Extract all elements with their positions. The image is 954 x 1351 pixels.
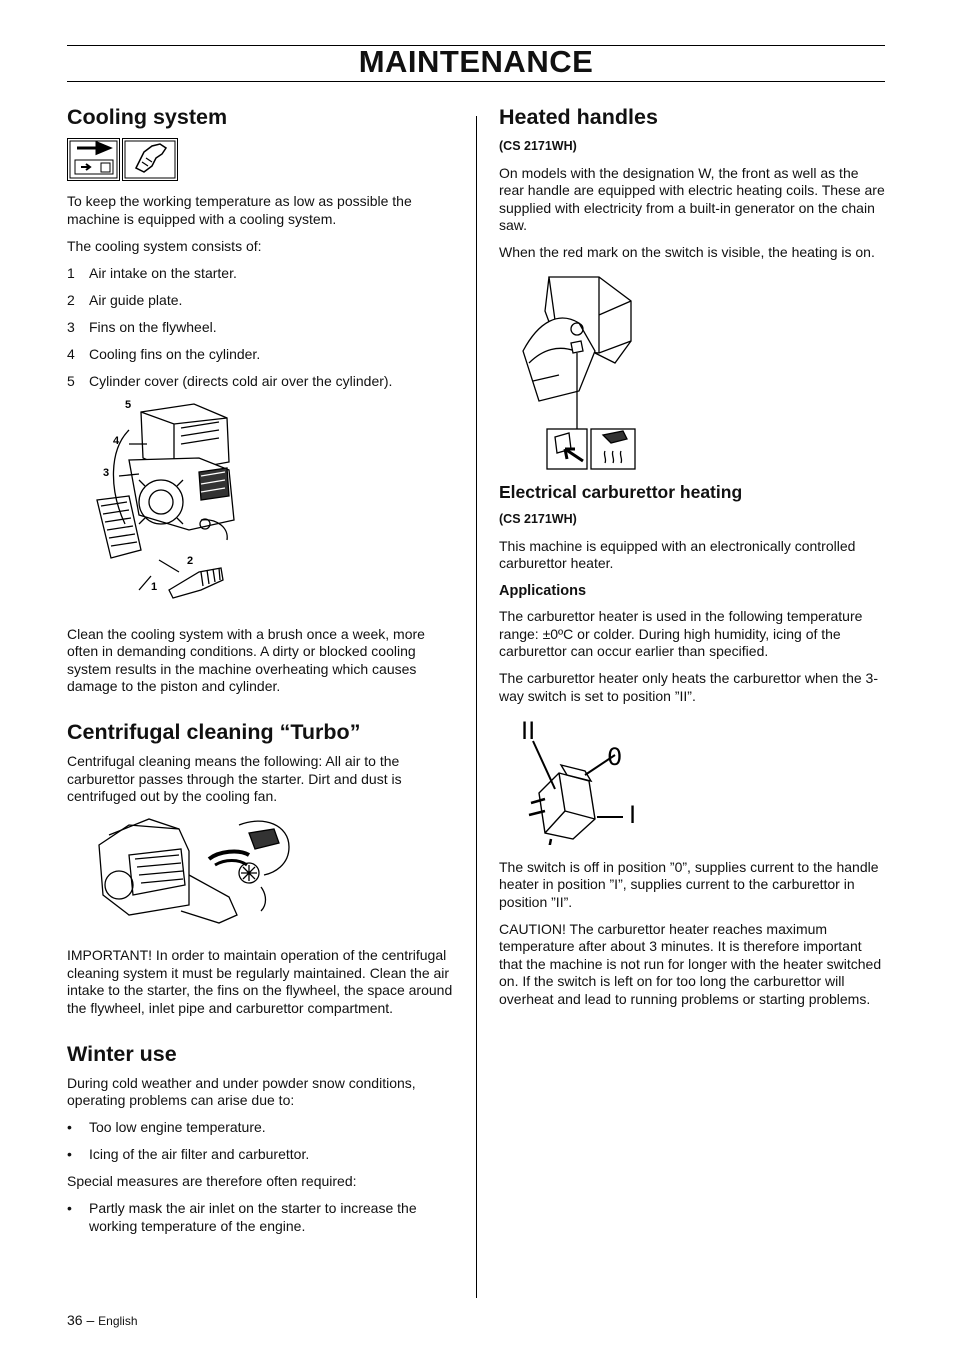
right-column bbox=[499, 104, 887, 1018]
figure-label-5: 5 bbox=[125, 399, 132, 411]
list-item bbox=[67, 346, 455, 364]
bullet-icon: • bbox=[67, 1119, 72, 1135]
list-text: Fins on the flywheel. bbox=[89, 318, 217, 335]
cooling-consists: The cooling system consists of: bbox=[67, 237, 262, 254]
bullet-icon: • bbox=[67, 1200, 72, 1216]
column-divider bbox=[476, 116, 477, 1298]
bullet-item bbox=[67, 1146, 455, 1164]
winter-special: Special measures are therefore often required: bbox=[67, 1173, 357, 1189]
bullet-text: Icing of the air filter and carburettor. bbox=[89, 1146, 310, 1162]
list-item bbox=[67, 373, 455, 391]
carb-heating-heading: Electrical carburettor heating bbox=[499, 482, 743, 502]
switch-label-0: 0 bbox=[607, 742, 623, 771]
winter-heading: Winter use bbox=[67, 1041, 177, 1066]
applications-heading: Applications bbox=[499, 583, 587, 599]
list-item bbox=[67, 292, 455, 310]
cooling-heading: Cooling system bbox=[67, 105, 228, 129]
list-text: Cooling fins on the cylinder. bbox=[89, 345, 261, 362]
language-label: English bbox=[98, 1314, 138, 1328]
turbo-intro: Centrifugal cleaning means the following: All air to the carburettor passes through the starter. Dirt and dust is centrifuged out by the cooling fan. bbox=[67, 753, 402, 804]
applications-p2: The carburettor heater only heats the carburettor when the 3-way switch is set to position ”II”. bbox=[499, 670, 878, 704]
left-column bbox=[67, 104, 455, 1245]
figure-label-4: 4 bbox=[113, 434, 120, 447]
list-number: 5 bbox=[67, 372, 75, 389]
centrifugal-cleaning-illustration bbox=[89, 815, 299, 935]
heated-p1: On models with the designation W, the front as well as the rear handle are equipped with electric heating coils. These are supplied with electricity from a built-in generator on the chain saw. bbox=[499, 164, 885, 233]
bullet-item bbox=[67, 1119, 455, 1137]
glove-icon bbox=[122, 138, 178, 181]
cooling-system-illustration bbox=[89, 400, 289, 610]
switch-description: The switch is off in position ”0”, supplies current to the handle heater in position ”I”, supplies current to the carburettor in position ”II”. bbox=[499, 858, 879, 910]
winter-intro: During cold weather and under powder snow conditions, operating problems can arise due to: bbox=[67, 1074, 416, 1108]
list-item bbox=[67, 319, 455, 337]
heated-p2: When the red mark on the switch is visible, the heating is on. bbox=[499, 244, 875, 260]
heated-handle-switch-illustration bbox=[519, 271, 659, 471]
cooling-clean-text: Clean the cooling system with a brush once a week, more often in demanding conditions. A dirty or blocked cooling system results in the machine overheating which causes damage to the piston and cylinder. bbox=[67, 625, 425, 694]
switch-label-i: I bbox=[629, 800, 637, 829]
list-item bbox=[67, 265, 455, 283]
bullet-item bbox=[67, 1200, 455, 1235]
heated-model: (CS 2171WH) bbox=[499, 139, 577, 153]
cooling-list bbox=[67, 265, 455, 391]
heated-handles-heading: Heated handles bbox=[499, 105, 658, 129]
cooling-symbol-icons bbox=[67, 138, 455, 181]
figure-label-3: 3 bbox=[103, 466, 110, 479]
list-number: 3 bbox=[67, 318, 75, 335]
page-number: 36 – bbox=[67, 1312, 95, 1328]
figure-label-1: 1 bbox=[151, 580, 158, 593]
carb-p1: This machine is equipped with an electronically controlled carburettor heater. bbox=[499, 537, 856, 571]
carb-model: (CS 2171WH) bbox=[499, 512, 577, 526]
page-title: MAINTENANCE bbox=[358, 44, 594, 79]
list-number: 4 bbox=[67, 345, 75, 362]
workflow-arrow-icon bbox=[67, 138, 120, 181]
list-number: 1 bbox=[67, 264, 75, 281]
page-footer bbox=[67, 1312, 138, 1328]
bullet-icon: • bbox=[67, 1146, 72, 1162]
cooling-intro: To keep the working temperature as low as possible the machine is equipped with a cooling system. bbox=[67, 193, 412, 227]
header-rule-bottom bbox=[67, 81, 885, 82]
applications-p1: The carburettor heater is used in the following temperature range: ±0ºC or colder. During high humidity, icing of the carburettor can occur earlier than specified. bbox=[499, 608, 863, 659]
switch-label-ii: II bbox=[521, 716, 536, 745]
figure-label-2: 2 bbox=[187, 554, 194, 567]
list-text: Air guide plate. bbox=[89, 291, 183, 308]
list-text: Air intake on the starter. bbox=[89, 264, 237, 281]
list-number: 2 bbox=[67, 291, 75, 308]
turbo-heading: Centrifugal cleaning “Turbo” bbox=[67, 720, 361, 744]
three-way-switch-illustration bbox=[519, 715, 669, 845]
carb-caution: CAUTION! The carburettor heater reaches maximum temperature after about 3 minutes. It is therefore important that the machine is not run for longer with the heater switched on. If the switch is left on for too long the carburettor will overheat and lead to running problems or starting problems. bbox=[499, 920, 882, 1007]
turbo-important: IMPORTANT! In order to maintain operation of the centrifugal cleaning system it must be regularly maintained. Clean the air intake to the starter, the fins on the flywheel, the space around the flywheel, inlet pipe and carburettor compartment. bbox=[67, 947, 453, 1016]
bullet-text: Too low engine temperature. bbox=[89, 1119, 266, 1135]
bullet-text: Partly mask the air inlet on the starter to increase the working temperature of the engine. bbox=[89, 1200, 417, 1234]
list-text: Cylinder cover (directs cold air over the cylinder). bbox=[89, 372, 393, 389]
